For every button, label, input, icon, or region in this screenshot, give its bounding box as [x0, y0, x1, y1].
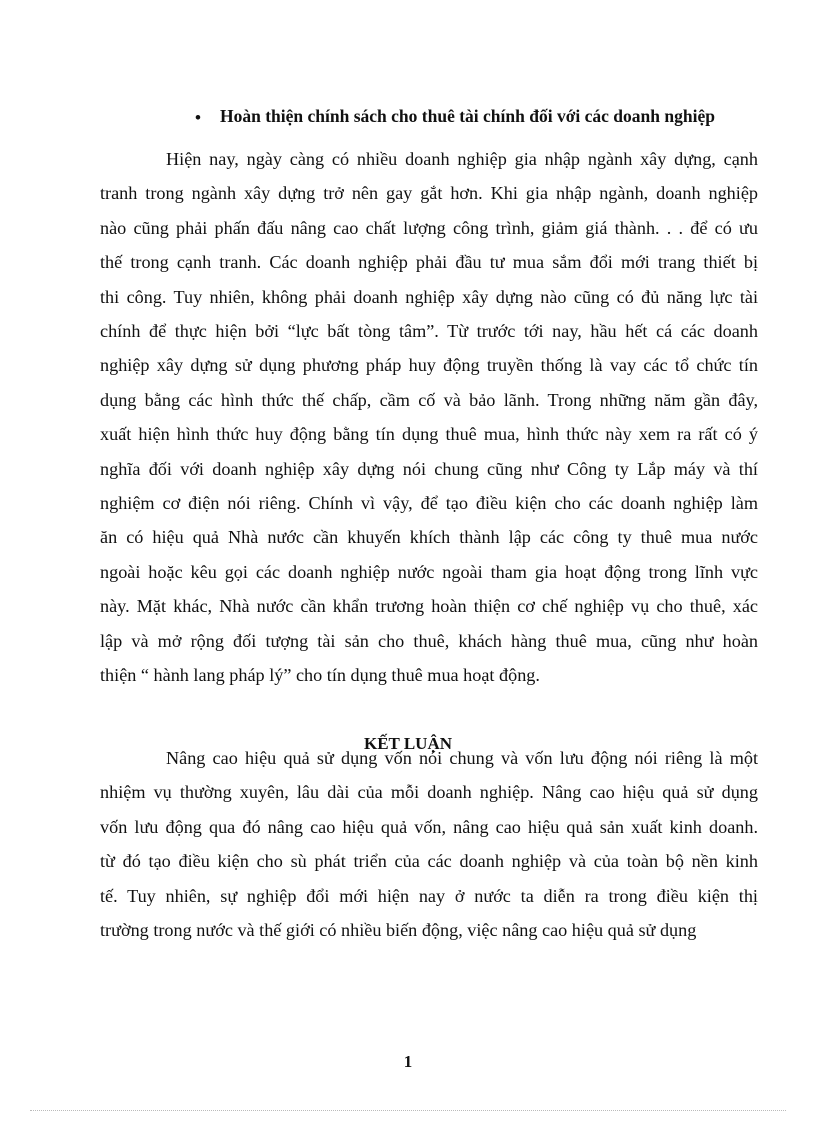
paragraph-line: chính để thực hiện bởi “lực bất tòng tâm”. Từ trước tới nay, hầu hết cá các doanh	[100, 321, 758, 342]
page-number: 1	[403, 1052, 413, 1071]
conclusion-paragraph	[100, 741, 758, 947]
paragraph-line: tranh trong ngành xây dựng trở nên gay gắt hơn. Khi gia nhập ngành, doanh nghiệp	[100, 183, 758, 204]
paragraph-line: tế. Tuy nhiên, sự nghiệp đổi mới hiện nay ở nước ta diễn ra trong điều kiện thị	[100, 885, 758, 906]
section-heading: Hoàn thiện chính sách cho thuê tài chính đối với các doanh nghiệp	[220, 106, 715, 126]
paragraph-line: lập và mở rộng đối tượng tài sản cho thuê, khách hàng thuê mua, cũng như hoàn	[100, 630, 758, 651]
section-paragraph	[100, 142, 758, 693]
paragraph-line: nghiệp xây dựng sử dụng phương pháp huy động truyền thống là vay các tổ chức tín	[100, 355, 758, 376]
paragraph-line: vốn lưu động qua đó nâng cao hiệu quả vốn, nâng cao hiệu quả sản xuất kinh doanh.	[100, 816, 758, 837]
paragraph-line: này. Mặt khác, Nhà nước cần khẩn trương hoàn thiện cơ chế nghiệp vụ cho thuê, xác	[100, 596, 758, 617]
paragraph-line: trường trong nước và thế giới có nhiều biến động, việc nâng cao hiệu quả sử dụng	[100, 920, 697, 941]
paragraph-line: từ đó tạo điều kiện cho sù phát triển của các doanh nghiệp và của toàn bộ nền kinh	[100, 851, 758, 872]
paragraph-line: nào cũng phải phấn đấu nâng cao chất lượng công trình, giảm giá thành. . . để có ưu	[100, 217, 758, 238]
paragraph-line: xuất hiện hình thức huy động bằng tín dụng thuê mua, hình thức này xem ra rất có ý	[100, 424, 758, 445]
bullet-icon: •	[195, 108, 201, 127]
conclusion-title: KẾT LUẬN	[363, 734, 452, 753]
paragraph-line: thi công. Tuy nhiên, không phải doanh nghiệp xây dựng nào cũng có đủ năng lực tài	[100, 286, 758, 307]
paragraph-line: nghĩa đối với doanh nghiệp xây dựng nói chung cũng như Công ty Lắp máy và thí	[100, 458, 758, 479]
paragraph-line: Nâng cao hiệu quả sử dụng vốn nói chung và vốn lưu động nói riêng là một	[166, 748, 758, 768]
footer-divider	[30, 1110, 786, 1111]
paragraph-line: nhiệm vụ thường xuyên, lâu dài của mỗi doanh nghiệp. Nâng cao hiệu quả sử dụng	[100, 782, 758, 803]
paragraph-line: thế trong cạnh tranh. Các doanh nghiệp phải đầu tư mua sắm đổi mới trang thiết bị	[100, 252, 758, 273]
paragraph-line: ngoài hoặc kêu gọi các doanh nghiệp nước ngoài tham gia hoạt động trong lĩnh vực	[100, 561, 758, 582]
paragraph-line: nghiệm cơ điện nói riêng. Chính vì vậy, để tạo điều kiện cho các doanh nghiệp làm	[100, 493, 758, 514]
paragraph-line: Hiện nay, ngày càng có nhiều doanh nghiệp gia nhập ngành xây dựng, cạnh	[166, 149, 758, 169]
paragraph-line: ăn có hiệu quả Nhà nước cần khuyến khích thành lập các công ty thuê mua nước	[100, 527, 758, 548]
paragraph-line: thiện “ hành lang pháp lý” cho tín dụng thuê mua hoạt động.	[100, 665, 540, 686]
paragraph-line: dụng bằng các hình thức thế chấp, cầm cố và bảo lãnh. Trong những năm gần đây,	[100, 389, 758, 410]
